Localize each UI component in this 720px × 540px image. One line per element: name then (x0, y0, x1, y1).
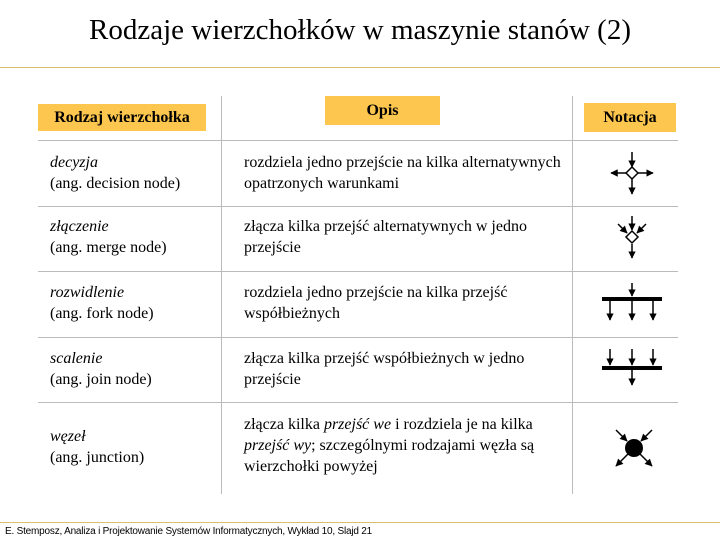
node-english-name: (ang. join node) (50, 371, 152, 388)
fork-node-icon (600, 282, 664, 324)
table-row-type (50, 426, 144, 468)
column-divider-1 (221, 96, 222, 494)
merge-node-icon (612, 214, 652, 260)
table-row-description (244, 216, 564, 258)
description-text: rozdziela jedno przejście na kilka przejść współbieżnych (244, 284, 508, 322)
table-row-type (50, 282, 154, 324)
header-description: Opis (325, 96, 440, 125)
node-english-name: (ang. fork node) (50, 305, 154, 322)
row-divider (38, 140, 678, 141)
header-node-type: Rodzaj wierzchołka (38, 104, 206, 131)
description-italic-term: przejść wy (244, 437, 312, 454)
row-divider (38, 402, 678, 403)
node-name: złączenie (50, 218, 109, 235)
page-title: Rodzaje wierzchołków w maszynie stanów (2) (89, 14, 631, 46)
join-node-icon (600, 348, 664, 388)
column-divider-2 (572, 96, 573, 494)
junction-node-icon (610, 424, 658, 472)
node-name: decyzja (50, 154, 98, 171)
node-english-name: (ang. merge node) (50, 239, 167, 256)
table-row-type (50, 348, 152, 390)
node-name: rozwidlenie (50, 284, 125, 301)
description-text: i rozdziela je na kilka (391, 416, 533, 433)
title-divider (0, 67, 720, 68)
decision-node-icon (608, 150, 656, 196)
description-text: ; szczególnymi rodzajami węzła są wierzchołki powyżej (244, 437, 535, 475)
table-row-description (244, 348, 564, 390)
row-divider (38, 271, 678, 272)
row-divider (38, 206, 678, 207)
description-text: rozdziela jedno przejście na kilka alternatywnych opatrzonych warunkami (244, 154, 561, 192)
table-row-description (244, 414, 564, 477)
table-row-description (244, 152, 564, 194)
description-text: złącza kilka (244, 416, 324, 433)
description-italic-term: przejść we (323, 416, 392, 433)
description-text: złącza kilka przejść alternatywnych w jedno przejście (244, 218, 527, 256)
description-text: złącza kilka przejść współbieżnych w jedno przejście (244, 350, 525, 388)
footer-citation: E. Stemposz, Analiza i Projektowanie Systemów Informatycznych, Wykład 10, Slajd 21 (5, 526, 373, 537)
row-divider (38, 337, 678, 338)
header-notation: Notacja (584, 103, 676, 132)
node-english-name: (ang. junction) (50, 449, 145, 466)
table-row-type (50, 216, 167, 258)
node-name: scalenie (50, 350, 103, 367)
footer-divider (0, 522, 720, 523)
node-name: węzeł (50, 428, 86, 445)
table-row-type (50, 152, 180, 194)
table-row-description (244, 282, 564, 324)
node-english-name: (ang. decision node) (50, 175, 181, 192)
